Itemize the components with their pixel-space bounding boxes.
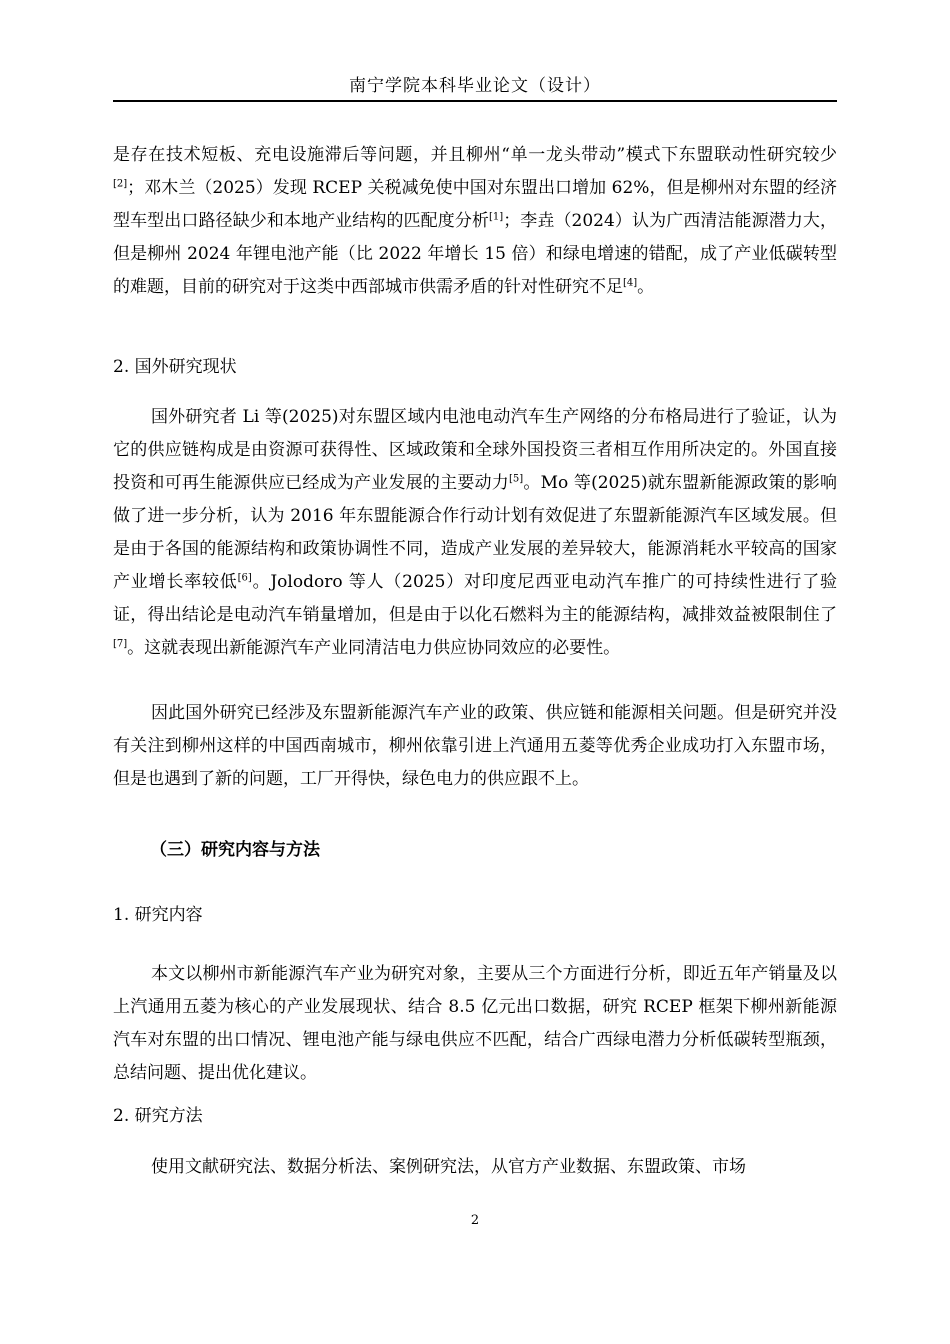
paragraph-text: 。Jolodoro 等人（2025）对印度尼西亚电动汽车推广的可持续性进行了验证，得出结论是电动汽车销量增加，但是由于以化石燃料为主的能源结构，减排效益被限制住了 <box>113 572 837 625</box>
citation-ref: [1] <box>489 211 504 223</box>
paragraph-text: ；李垚（2024）认为广西清洁能源潜力大，但是柳州 2024 年锂电池产能（比 2022 年增长 15 倍）和绿电增速的错配，成了产业低碳转型的难题，目前的研究对于这类中西部城市供需矛盾的针对性研究不足 <box>113 211 838 297</box>
paragraph-text: 。这就表现出新能源汽车产业同清洁电力供应协同效应的必要性。 <box>127 638 621 658</box>
heading-foreign-research: 2. 国外研究现状 <box>113 357 237 377</box>
citation-ref: [2] <box>113 178 128 190</box>
paragraph-foreign-summary: 因此国外研究已经涉及东盟新能源汽车产业的政策、供应链和能源相关问题。但是研究并没有关注到柳州这样的中国西南城市，柳州依靠引进上汽通用五菱等优秀企业成功打入东盟市场，但是也遇到了新的问题，工厂开得快，绿色电力的供应跟不上。 <box>113 703 837 789</box>
heading-research-content: 1. 研究内容 <box>113 905 203 925</box>
paragraph-text: 。Mo 等(2025)就东盟新能源政策的影响做了进一步分析，认为 2016 年东盟能源合作行动计划有效促进了东盟新能源汽车区域发展。但是由于各国的能源结构和政策协调性不同，造成产业发展的差异较大，能源消耗水平较高的国家产业增长率较低 <box>113 473 838 592</box>
header-divider <box>113 100 837 102</box>
paragraph-text: 是存在技术短板、充电设施滞后等问题，并且柳州“单一龙头带动”模式下东盟联动性研究较少 <box>113 145 837 165</box>
citation-ref: [5] <box>509 473 524 485</box>
citation-ref: [4] <box>623 277 638 289</box>
paragraph-text: 国外研究者 Li 等(2025)对东盟区域内电池电动汽车生产网络的分布格局进行了验证，认为它的供应链构成是由资源可获得性、区域政策和全球外国投资三者相互作用所决定的。外国直接投资和可再生能源供应已经成为产业发展的主要动力 <box>113 407 837 493</box>
paragraph-research-method: 使用文献研究法、数据分析法、案例研究法，从官方产业数据、东盟政策、市场 <box>151 1157 746 1177</box>
heading-research-method: 2. 研究方法 <box>113 1106 203 1126</box>
section-heading-content-and-method: （三）研究内容与方法 <box>150 840 320 860</box>
citation-ref: [6] <box>237 572 252 584</box>
citation-ref: [7] <box>113 638 128 650</box>
paragraph-text: ；邓木兰（2025）发现 RCEP 关税减免使中国对东盟出口增加 62%，但是柳州对东盟的经济型车型出口路径缺少和本地产业结构的匹配度分析 <box>113 178 837 231</box>
paragraph-foreign-review <box>113 401 837 665</box>
page-number: 2 <box>470 1213 480 1228</box>
paragraph-research-content: 本文以柳州市新能源汽车产业为研究对象，主要从三个方面进行分析，即近五年产销量及以上汽通用五菱为核心的产业发展现状、结合 8.5 亿元出口数据，研究 RCEP 框架下柳州新能源汽车对东盟的出口情况、锂电池产能与绿电供应不匹配，结合广西绿电潜力分析低碳转型瓶颈，总结问题、提出优化建议。 <box>113 964 837 1083</box>
paragraph-domestic-review-continued <box>113 139 837 304</box>
paragraph-text: 。 <box>637 277 655 297</box>
page-header-title: 南宁学院本科毕业论文（设计） <box>349 76 601 96</box>
